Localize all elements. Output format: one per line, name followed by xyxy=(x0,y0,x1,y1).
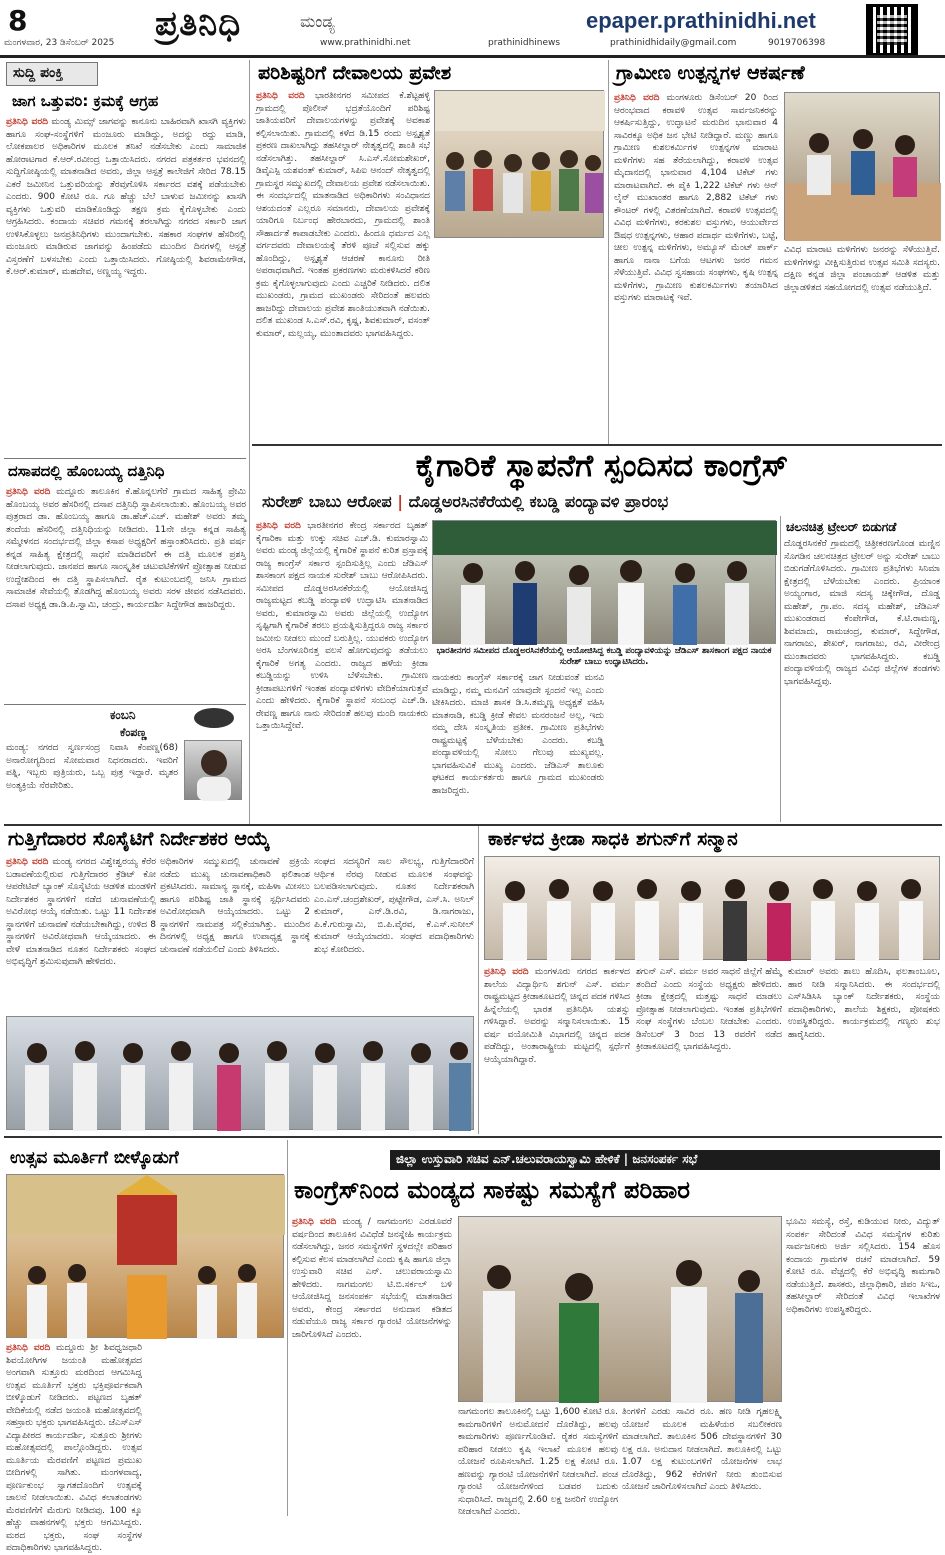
social-handle[interactable]: prathinidhinews xyxy=(488,38,561,48)
temple-headline: ಪರಿಶಿಷ್ಟರಿಗೆ ದೇವಾಲಯ ಪ್ರವೇಶ xyxy=(258,62,452,84)
janasampark-kicker: ಜಿಲ್ಲಾ ಉಸ್ತುವಾರಿ ಸಚಿವ ಎನ್.ಚಲುವರಾಯಸ್ವಾಮಿ ಹೇಳಿಕೆ | ಜನಸಂಪರ್ಕ ಸಭೆ xyxy=(390,1150,940,1170)
obituary-tag: ಕಂಬನಿ xyxy=(110,708,136,722)
masthead xyxy=(0,0,945,60)
society-headline: ಗುತ್ತಿಗೆದಾರರ ಸೊಸೈಟಿಗೆ ನಿರ್ದೇಶಕರ ಆಯ್ಕೆ xyxy=(8,828,270,850)
lead-sub-sep: | xyxy=(397,492,404,511)
suddi-headline: ಜಾಗ ಒತ್ತುವರಿ: ಕ್ರಮಕ್ಕೆ ಆಗ್ರಹ xyxy=(12,92,159,110)
rural-place: ಮಂಗಳೂರು xyxy=(666,93,703,103)
edition-name: ಮಂಡ್ಯ xyxy=(300,12,335,31)
lead-body-mid-cont xyxy=(608,672,776,818)
email-link[interactable]: prathinidhidaily@gmail.com xyxy=(610,38,737,48)
lead-photo-caption: ಭಾರತೀನಗರ ಸಮೀಪದ ದೊಡ್ಡಅರಸಿನಕೆರೆಯಲ್ಲಿ ಆಯೋಜಿಸಿದ್ದ ಕಬಡ್ಡಿ ಪಂದ್ಯಾವಳಿಯನ್ನು ಜೆಡಿಎಸ್ ಶಾಸಕಾಂಗ ಪಕ್ಷದ ನಾಯಕ ಸುರೇಶ್ ಬಾಬು ಉದ್ಘಾಟಿಸಿದರು. xyxy=(436,646,772,667)
utsava-place: ಮದ್ದೂರು xyxy=(55,1343,85,1353)
candle-icon xyxy=(194,708,234,728)
obituary-photo xyxy=(184,740,242,800)
society-photo xyxy=(6,1016,474,1130)
lead-subhead xyxy=(262,492,942,512)
trailer-body: ದೊಡ್ಡರಸಿನಕೆರೆ ಗ್ರಾಮದಲ್ಲಿ ಚಿತ್ರೀಕರಣಗೊಂಡ ಮಣ್ಣಿನ ಸೊಗಡಿನ ಚಲನಚಿತ್ರದ ಟ್ರೇಲರ್ ಅನ್ನು ಸುರೇಶ್ ಬಾಬು ಬಿಡುಗಡೆಗೊಳಿಸಿದರು. ಗ್ರಾಮೀಣ ಪ್ರತಿಭೆಗಳು ಸಿನಿಮಾ ಕ್ಷೇತ್ರದಲ್ಲಿ ಬೆಳೆಯಬೇಕು ಎಂದರು. ಪ್ರಿಯಾಂಕ ಅಯ್ಯಂಗಾರ, ಮಾಜಿ ಸದಸ್ಯ ಚಿಕ್ಕೇಗೌಡ, ದೊಡ್ಡ ಮಹೇಶ್, ಗ್ರಾ.ಪಂ. ಸದಸ್ಯ ಮಹೇಶ್, ಜೆಡಿಎಸ್ ಮುಖಂಡರಾದ ಕೆಂಪೇಗೌಡ, ಕೆ.ಟಿ.ರಾಮಣ್ಣ, ಶಿವಮಾದು, ರಾಮಚಂದ್ರ, ಕುಮಾರ್, ಸಿದ್ದೇಗೌಡ, ನಾಗರಾಜು, ಶೇಖರ್, ನಾಗರಾಜು, ರವಿ, ವೀರೇಂದ್ರ ಮುಂತಾದವರು ಭಾಗವಹಿಸಿದ್ದರು. ಕಬಡ್ಡಿ ಪಂದ್ಯಾವಳಿಯಲ್ಲಿ ರಾಜ್ಯದ ವಿವಿಧ ಜಿಲ್ಲೆಗಳ ತಂಡಗಳು ಭಾಗವಹಿಸಿದ್ದವು. xyxy=(784,539,940,687)
epaper-url[interactable]: epaper.prathinidhi.net xyxy=(586,8,816,33)
lead-place: ಭಾರತೀನಗರ xyxy=(307,521,344,531)
column-rule xyxy=(249,60,250,826)
janasampark-byline: ಪ್ರತಿನಿಧಿ ವರದಿ xyxy=(292,1217,337,1227)
section-tag-suddi: ಸುದ್ದಿ ಪಂಕ್ತಿ xyxy=(6,62,98,86)
utsava-body-cont xyxy=(146,1342,284,1514)
lead-text-left: ಕೇಂದ್ರ ಸರ್ಕಾರದ ಬೃಹತ್ ಕೈಗಾರಿಕಾ ಮತ್ತು ಉಕ್ಕು ಸಚಿವ ಎಚ್.ಡಿ. ಕುಮಾರಸ್ವಾಮಿ ಅವರು ಮಂಡ್ಯ ಜಿಲ್ಲೆಯಲ್ಲಿ ಕೈಗಾರಿಕೆ ಸ್ಥಾಪನೆ ಕುರಿತ ಪ್ರಸ್ತಾಪಕ್ಕೆ ರಾಜ್ಯ ಕಾಂಗ್ರೆಸ್ ಸರ್ಕಾರ ಸ್ಪಂದಿಸುತ್ತಿಲ್ಲ ಎಂದು ಜೆಡಿಎಸ್ ಶಾಸಕಾಂಗ ಪಕ್ಷದ ನಾಯಕ ಸುರೇಶ್ ಬಾಬು ಆರೋಪಿಸಿದರು. ಸಮೀಪದ ದೊಡ್ಡಅರಸಿನಕೆರೆಯಲ್ಲಿ ಆಯೋಜಿಸಿದ್ದ ರಾಜ್ಯಮಟ್ಟದ ಕಬಡ್ಡಿ ಪಂದ್ಯಾವಳಿ ಉದ್ಘಾಟಿಸಿ ಮಾತನಾಡಿದ ಅವರು, ಕುಮಾರಸ್ವಾಮಿ ಅವರು ಜಿಲ್ಲೆಯಲ್ಲಿ ಉದ್ಯೋಗ ಸೃಷ್ಟಿಗಾಗಿ ಕೈಗಾರಿಕೆ ತರಲು ಪ್ರಯತ್ನಿಸುತ್ತಿದ್ದರೂ ರಾಜ್ಯ ಸರ್ಕಾರ ಜಮೀನು ನೀಡಲು ಮುಂದೆ ಬರುತ್ತಿಲ್ಲ. ಯುವಕರು ಉದ್ಯೋಗ ಅರಸಿ ಬೆಂಗಳೂರಿನತ್ತ ವಲಸೆ ಹೋಗುವುದನ್ನು ತಡೆಯಲು ಕೈಗಾರಿಕೆ ಅಗತ್ಯ ಎಂದರು. ರಾಜ್ಯದ ಹಳೆಯ ಕ್ರೀಡಾ ಕಬಡ್ಡಿಯನ್ನು ಉಳಿಸಿ ಬೆಳೆಸಬೇಕು. ಗ್ರಾಮೀಣ ಕ್ರೀಡಾಪಟುಗಳಿಗೆ ಇಂತಹ ಪಂದ್ಯಾವಳಿಗಳು ವೇದಿಕೆಯಾಗುತ್ತವೆ ಎಂದು ಹೇಳಿದರು. ಕೈಗಾರಿಕೆ ಸ್ಥಾಪನೆ ಸಂಬಂಧ ಎಚ್.ಡಿ. ರೇವಣ್ಣ ಹಾಗೂ ನಾನು ಸೇರಿದಂತೆ ಹಲವು ಮಂದಿ ನಾಯಕರು ಒತ್ತಾಯಿಸಿದ್ದೇವೆ. xyxy=(256,521,428,731)
janasampark-photo xyxy=(458,1216,782,1402)
karkala-place: ಮಂಗಳೂರು xyxy=(534,967,571,977)
lead-body-mid: ನಾಯಕರು ಕಾಂಗ್ರೆಸ್ ಸರ್ಕಾರಕ್ಕೆ ಜಾಗ ನೀಡುವಂತೆ ಮನವಿ ಮಾಡಿದ್ದು, ನಮ್ಮ ಮನವಿಗೆ ಯಾವುದೇ ಸ್ಪಂದನೆ ಇಲ್ಲ ಎಂದು ಟೀಕಿಸಿದರು. ಮಾಜಿ ಶಾಸಕ ಡಿ.ಸಿ.ತಮ್ಮಣ್ಣ ಅಧ್ಯಕ್ಷತೆ ವಹಿಸಿ ಮಾತನಾಡಿ, ಕಬಡ್ಡಿ ಕ್ರೀಡೆ ಕೇವಲ ಮನರಂಜನೆ ಅಲ್ಲ, ಇದು ನಮ್ಮ ದೇಸಿ ಸಂಸ್ಕೃತಿಯ ಪ್ರತೀಕ. ಗ್ರಾಮೀಣ ಪ್ರತಿಭೆಗಳು ರಾಷ್ಟ್ರಮಟ್ಟಕ್ಕೆ ಬೆಳೆಯಬೇಕು ಎಂದರು. ಕಬಡ್ಡಿ ಪಂದ್ಯಾವಳಿಯಲ್ಲಿ ಸೋಲು ಗೆಲುವು ಮುಖ್ಯವಲ್ಲ. ಭಾಗವಹಿಸುವಿಕೆ ಮುಖ್ಯ ಎಂದರು. ಜೆಡಿಎಸ್ ತಾಲೂಕು ಘಟಕದ ಕಾರ್ಯಕರ್ತರು ಹಾಗೂ ಗ್ರಾಮದ ಮುಖಂಡರು ಹಾಜರಿದ್ದರು. xyxy=(432,673,604,796)
janasampark-body-3: ತಿಂಗಳಿಗೆ ಎರಡು ಸಾವಿರ ರೂ. ಹಣ ನೀಡಿ ಗೃಹಲಕ್ಷ್ಮಿ ಯೋಜನೆ ಮೂಲಕ ಮಹಿಳೆಯರ ಸಬಲೀಕರಣ ಮಾಡಲಾಗಿದೆ. ತಾಲೂಕಿನ 506 ದೇವಸ್ಥಾನಗಳಿಗೆ 30 ಲಕ್ಷ ರೂ. ಅನುದಾನ ನೀಡಲಾಗಿದೆ. ತಾಲೂಕಿನಲ್ಲಿ ಒಟ್ಟು 1.07 ಲಕ್ಷ ಕುಟುಂಬಗಳಿಗೆ ಯೋಜನೆಗಳ ಲಾಭ ದೊರೆತಿದ್ದು, 962 ಕೆರೆಗಳಿಗೆ ನೀರು ತುಂಬಿಸುವ ಯೋಜನೆ ಜಾರಿಗೊಳಿಸಲಾಗಿದೆ ಎಂದು ತಿಳಿಸಿದರು. xyxy=(622,1407,782,1492)
masthead-rule xyxy=(0,55,945,58)
janasampark-body-2: ನಾಗಮಂಗಲ ತಾಲೂಕಿನಲ್ಲಿ ಒಟ್ಟು 1,600 ಕೋಟಿ ರೂ. ಕಾಮಗಾರಿಗಳಿಗೆ ಅನುಮೋದನೆ ದೊರೆತಿದ್ದು, ಹಲವು ಕಾಮಗಾರಿಗಳು ಪೂರ್ಣಗೊಂಡಿವೆ. ರೈತರ ಸಮಸ್ಯೆಗಳಿಗೆ ಪರಿಹಾರ ನೀಡಲು ಕೃಷಿ ಇಲಾಖೆ ಮೂಲಕ ಹಲವು ಯೋಜನೆ ರೂಪಿಸಲಾಗಿದೆ. 1.25 ಲಕ್ಷ ಕೋಟಿ ರೂ. ಹಣವನ್ನು ಗ್ಯಾರಂಟಿ ಯೋಜನೆಗಳಿಗೆ ನೀಡಲಾಗಿದೆ. ಪಂಚ ಗ್ಯಾರಂಟಿ ಯೋಜನೆಗಳಿಂದ ಬಡವರ ಬದುಕು ಸುಧಾರಿಸಿದೆ. ರಾಜ್ಯದಲ್ಲಿ 2.60 ಲಕ್ಷ ಜನರಿಗೆ ಉದ್ಯೋಗ ನೀಡಲಾಗಿದೆ ಎಂದರು. xyxy=(458,1407,618,1517)
society-body-2: ಅಧಿಕಾರಿಗಳ ಸಮ್ಮುಖದಲ್ಲಿ ಚುನಾವಣೆ ಪ್ರಕ್ರಿಯೆ ನಡೆದು ಮುಖ್ಯ ಚುನಾವಣಾಧಿಕಾರಿ ಫಲಿತಾಂಶ ಪ್ರಕಟಿಸಿದರು. ಸಾಮಾನ್ಯ ಸ್ಥಾನಕ್ಕೆ, ಮಹಿಳಾ ಮೀಸಲು ಹಾಗೂ ಪರಿಶಿಷ್ಟ ಜಾತಿ ಸ್ಥಾನಕ್ಕೆ ಸ್ಪರ್ಧಿಸಿದವರು ಅವಿರೋಧವಾಗಿ ಆಯ್ಕೆಯಾದರು. ಒಟ್ಟು 2 ಸ್ಥಾನಗಳಿಗೆ ನಾಮಪತ್ರ ಸಲ್ಲಿಕೆಯಾಗಿತ್ತು. ಮುಂದಿನ ದಿನಗಳಲ್ಲಿ ಅಧ್ಯಕ್ಷ ಹಾಗೂ ಉಪಾಧ್ಯಕ್ಷ ಸ್ಥಾನಕ್ಕೆ ಚುನಾವಣೆ ನಡೆಯಲಿದೆ ಎಂದು ತಿಳಿಸಿದರು. xyxy=(160,857,310,955)
utsava-body xyxy=(6,1342,142,1553)
issue-date: ಮಂಗಳವಾರ, 23 ಡಿಸೆಂಬರ್ 2025 xyxy=(4,38,115,48)
page-number: 8 xyxy=(8,4,28,37)
temple-body xyxy=(256,90,430,339)
suddi-body xyxy=(6,116,246,454)
dasapadalli-byline: ಪ್ರತಿನಿಧಿ ವರದಿ xyxy=(6,487,51,497)
lead-sub-left: ಸುರೇಶ್ ಬಾಬು ಆರೋಪ xyxy=(262,492,392,511)
dasapadalli-text: ತಾಲೂಕಿನ ಕೆ.ಹೊನ್ನಲಗೆರೆ ಗ್ರಾಮದ ಸಾಹಿತ್ಯ ಪ್ರೇಮಿ ಹೊಂಬಯ್ಯ ಅವರ ಹೆಸರಿನಲ್ಲಿ ದಸಾಪ ದತ್ತಿನಿಧಿ ಸ್ಥಾಪಿಸಲಾಯಿತು. ಹೊಂಬಯ್ಯ ಅವರ ಪುತ್ರರಾದ ಡಾ. ಹೊಂಬಯ್ಯ ಹಾಗೂ ಡಾ.ಹೆಚ್.ಎಚ್. ಮಹೇಶ್ ಅವರು ತಮ್ಮ ತಂದೆಯ ಹೆಸರಿನಲ್ಲಿ ದತ್ತಿನಿಧಿಯನ್ನು ನೀಡಿದರು. 11ನೇ ಜಿಲ್ಲಾ ಕನ್ನಡ ಸಾಹಿತ್ಯ ಸಮ್ಮೇಳನದ ಸಂದರ್ಭದಲ್ಲಿ ಜಿಲ್ಲಾ ಕಸಾಪ ಅಧ್ಯಕ್ಷರಿಗೆ ಹಸ್ತಾಂತರಿಸಿದರು. ಪ್ರತಿ ವರ್ಷ ಕನ್ನಡ ಸಾಹಿತ್ಯ ಕ್ಷೇತ್ರದಲ್ಲಿ ಸಾಧನೆ ಮಾಡಿದವರಿಗೆ ಈ ದತ್ತಿ ಮೂಲಕ ಪ್ರಶಸ್ತಿ ನೀಡಲಾಗುವುದು. ಜಾನಪದ ಹಾಗೂ ಸಾಂಸ್ಕೃತಿಕ ಚಟುವಟಿಕೆಗಳಿಗೆ ಪ್ರೋತ್ಸಾಹ ನೀಡುವ ಉದ್ದೇಶದಿಂದ ಈ ದತ್ತಿ ಸ್ಥಾಪಿಸಲಾಗಿದೆ. ರೈತ ಕುಟುಂಬದಲ್ಲಿ ಜನಿಸಿ ಗ್ರಾಮದ ಸಾಮಾಜಿಕ ಸೇವೆಯಲ್ಲಿ ತೊಡಗಿದ್ದ ಹೊಂಬಯ್ಯ ಅವರು ಸರಳ ಜೀವನ ನಡೆಸಿದವರು. ದಸಾಪ ಅಧ್ಯಕ್ಷ ಡಾ.ಡಿ.ಪಿ.ಸ್ವಾಮಿ, ಚಂದ್ರು, ಕಾರ್ಯದರ್ಶಿ ಸಿದ್ದೇಗೌಡ ಹಾಜರಿದ್ದರು. xyxy=(6,487,246,610)
website-link[interactable]: www.prathinidhi.net xyxy=(320,38,411,48)
karkala-body-3: ಕುಮಾರ್ ಅವರು ಶಾಲು ಹೊದಿಸಿ, ಫಲತಾಂಬೂಲ, ಹಾರ ನೀಡಿ ಸನ್ಮಾನಿಸಿದರು. ಈ ಸಂದರ್ಭದಲ್ಲಿ ಎಸ್‌ಸಿಡಿಸಿಸಿ ಬ್ಯಾಂಕ್ ನಿರ್ದೇಶಕರು, ಸಂಸ್ಥೆಯ ಪದಾಧಿಕಾರಿಗಳು, ಶಾಲೆಯ ಶಿಕ್ಷಕರು, ಪೋಷಕರು ಉಪಸ್ಥಿತರಿದ್ದರು. ಕಾರ್ಯಕ್ರಮದಲ್ಲಿ ಗಣ್ಯರು ಶುಭ ಹಾರೈಸಿದರು. xyxy=(788,967,940,1040)
suddi-text: ಮಿಮ್ಸ್ ಜಾಗವನ್ನು ಕಾನೂನು ಬಾಹಿರವಾಗಿ ಖಾಸಗಿ ವ್ಯಕ್ತಿಗಳು ಹಾಗೂ ಸಂಘ-ಸಂಸ್ಥೆಗಳಿಗೆ ಮಂಜೂರು ಮಾಡಿದ್ದು, ಅದನ್ನು ರದ್ದು ಮಾಡಿ, ಲೋಕಪಾಲರ ಅಧಿಕಾರಿಗಳ ಮೂಲಕ ತನಿಖೆ ನಡೆಸಬೇಕು ಎಂದು ಸಾಮಾಜಿಕ ಹೋರಾಟಗಾರ ಕೆ.ಆರ್.ರವೀಂದ್ರ ಒತ್ತಾಯಿಸಿದರು. ನಗರದ ಪತ್ರಕರ್ತರ ಭವನದಲ್ಲಿ ಸುದ್ದಿಗೋಷ್ಠಿಯಲ್ಲಿ ಮಾತನಾಡಿದ ಅವರು, ಜಿಲ್ಲಾ ಆಸ್ಪತ್ರೆ ಕಾಲೇಜಿಗೆ ಸೇರಿದ 78.15 ಎಕರೆ ಜಮೀನಿನ ಒತ್ತುವರಿಯನ್ನು ತೆರವುಗೊಳಿಸಿ ಸರ್ಕಾರದ ವಶಕ್ಕೆ ಪಡೆಯಬೇಕು ಎಂದರು. 900 ಕೋಟಿ ರೂ. ಗೂ ಹೆಚ್ಚು ಬೆಲೆ ಬಾಳುವ ಜಮೀನನ್ನು ಖಾಸಗಿ ವ್ಯಕ್ತಿಗಳು ಒತ್ತುವರಿ ಮಾಡಿಕೊಂಡಿದ್ದು ತಕ್ಷಣ ಕ್ರಮ ಕೈಗೊಳ್ಳಬೇಕು ಎಂದು ಆಗ್ರಹಿಸಿದರು. ಕಂದಾಯ ಸಚಿವರ ಗಮನಕ್ಕೆ ತರಲಾಗಿದ್ದು ನಗರದ ಸರ್ಕಾರಿ ಜಾಗ ಉಳಿಸಿಕೊಳ್ಳಲು ಜನಪ್ರತಿನಿಧಿಗಳು ಮುಂದಾಗಬೇಕು. ಸಹಕಾರ ಸಂಘಗಳ ಹೆಸರಿನಲ್ಲಿ ಮಂಜೂರು ಮಾಡಿರುವ ಜಾಗವನ್ನು ಹಿಂಪಡೆದು ಮುಂದಿನ ದಿನಗಳಲ್ಲಿ ಆಸ್ಪತ್ರೆ ವಿಸ್ತರಣೆಗೆ ಬಳಸಬೇಕು ಎಂದು ಒತ್ತಾಯಿಸಿದರು. ಗೋಷ್ಠಿಯಲ್ಲಿ ಶಿವರಾಮೇಗೌಡ, ಕೆ.ಆರ್.ಕುಮಾರ್, ಮಹದೇವ, ಅಣ್ಣಯ್ಯ ಇದ್ದರು. xyxy=(6,117,246,277)
utsava-photo xyxy=(6,1174,284,1338)
dasapadalli-headline: ದಸಾಪದಲ್ಲಿ ಹೊಂಬಯ್ಯ ದತ್ತಿನಿಧಿ xyxy=(8,462,165,480)
society-body-1 xyxy=(6,856,156,1012)
divider xyxy=(4,704,246,705)
society-body-3: ಸಂಘದ ಸದಸ್ಯರಿಗೆ ಸಾಲ ಸೌಲಭ್ಯ, ಗುತ್ತಿಗೆದಾರರಿಗೆ ಆರ್ಥಿಕ ನೆರವು ನೀಡುವ ಮೂಲಕ ಸಂಘವನ್ನು ಬಲಪಡಿಸಲಾಗುವುದು. ನೂತನ ನಿರ್ದೇಶಕರಾಗಿ ಎಂ.ಎನ್.ಚಂದ್ರಶೇಖರ್, ಪುಟ್ಟೇಗೌಡ, ಎಸ್.ಸಿ. ಅನಿಲ್ ಕುಮಾರ್, ಎನ್.ಡಿ.ರವಿ, ಡಿ.ನಾಗರಾಜು, ಪಿ.ಕೆ.ಗುರುಸ್ವಾಮಿ, ಬಿ.ಪಿ.ವೈರವ, ಕೆ.ಎಸ್.ಸುನೀಲ್ ಕುಮಾರ್ ಆಯ್ಕೆಯಾದರು. ಸಂಘದ ಪದಾಧಿಕಾರಿಗಳು ಶುಭ ಕೋರಿದರು. xyxy=(314,857,474,955)
karkala-body-1 xyxy=(484,966,630,1126)
society-text-1: ನಗರದ ವಿಶ್ವೇಶ್ವರಯ್ಯ ಕೆರೆರ ಬಡಾವಣೆಯಲ್ಲಿರುವ ಗುತ್ತಿಗೆದಾರರ ಕ್ರೆಡಿಟ್ ಕೋ ಆಪರೇಟಿವ್ ಬ್ಯಾಂಕ್ ಸೊಸೈಟಿಯ ಆಡಳಿತ ಮಂಡಳಿಗೆ ನಿರ್ದೇಶಕರ ಸ್ಥಾನಗಳಿಗೆ ನಡೆದ ಚುನಾವಣೆಯಲ್ಲಿ ಅವಿರೋಧ ಆಯ್ಕೆ ನಡೆಯಿತು. ಒಟ್ಟು 11 ನಿರ್ದೇಶಕ ಸ್ಥಾನಗಳಿಗೆ ಚುನಾವಣೆ ನಡೆಯಬೇಕಾಗಿದ್ದು, ಉಳಿದ 8 ಸ್ಥಾನಗಳಿಗೆ ಅವಿರೋಧವಾಗಿ ಆಯ್ಕೆಯಾದರು. ಈ ವೇಳೆ ಮಾತನಾಡಿದ ನೂತನ ನಿರ್ದೇಶಕರು ಸಂಘದ ಅಭಿವೃದ್ಧಿಗೆ ಶ್ರಮಿಸುವುದಾಗಿ ಹೇಳಿದರು. xyxy=(6,857,156,967)
lead-sub-right: ದೊಡ್ಡಅರಸಿನಕೆರೆಯಲ್ಲಿ ಕಬಡ್ಡಿ ಪಂದ್ಯಾವಳಿ ಪ್ರಾರಂಭ xyxy=(408,492,669,511)
janasampark-body-4: ಭೂಮಿ ಸಮಸ್ಯೆ, ರಸ್ತೆ, ಕುಡಿಯುವ ನೀರು, ವಿದ್ಯುತ್ ಸಂಪರ್ಕ ಸೇರಿದಂತೆ ವಿವಿಧ ಸಮಸ್ಯೆಗಳ ಕುರಿತು ಸಾರ್ವಜನಿಕರು ಅರ್ಜಿ ಸಲ್ಲಿಸಿದರು. 154 ಹೊಸ ಕಂದಾಯ ಗ್ರಾಮಗಳ ರಚನೆ ಮಾಡಲಾಗಿದೆ. 59 ಕೋಟಿ ರೂ. ವೆಚ್ಚದಲ್ಲಿ ಕೆರೆ ಅಭಿವೃದ್ಧಿ ಕಾಮಗಾರಿ ನಡೆಯುತ್ತಿದೆ. ಶಾಸಕರು, ಜಿಲ್ಲಾಧಿಕಾರಿ, ಜಿಪಂ ಸಿಇಒ, ತಹಸೀಲ್ದಾರ್ ಸೇರಿದಂತೆ ವಿವಿಧ ಇಲಾಖೆಗಳ ಅಧಿಕಾರಿಗಳು ಉಪಸ್ಥಿತರಿದ್ದರು. xyxy=(786,1217,940,1315)
rural-body xyxy=(614,92,778,438)
utsava-byline: ಪ್ರತಿನಿಧಿ ವರದಿ xyxy=(6,1343,51,1353)
rural-byline: ಪ್ರತಿನಿಧಿ ವರದಿ xyxy=(614,93,660,103)
dasapadalli-place: ಮದ್ದೂರು xyxy=(56,487,85,497)
karkala-headline: ಕಾರ್ಕಳದ ಕ್ರೀಡಾ ಸಾಧಕಿ ಶಗುನ್‌ಗೆ ಸನ್ಮಾನ xyxy=(488,828,738,850)
paper-name: ಪ್ರತಿನಿಧಿ xyxy=(155,4,242,44)
phone-number: 9019706398 xyxy=(768,38,826,48)
karkala-body-2: ಶಗುನ್ ಎಸ್. ವರ್ಮ ಅವರ ಸಾಧನೆ ಜಿಲ್ಲೆಗೆ ಹೆಮ್ಮೆ ತಂದಿದೆ ಎಂದು ಸಂಸ್ಥೆಯ ಅಧ್ಯಕ್ಷರು ಹೇಳಿದರು. ಕ್ರೀಡಾ ಕ್ಷೇತ್ರದಲ್ಲಿ ಮತ್ತಷ್ಟು ಸಾಧನೆ ಮಾಡಲು ಪ್ರೋತ್ಸಾಹ ನೀಡಲಾಗುವುದು. ಇಂತಹ ಪ್ರತಿಭೆಗಳಿಗೆ ಸಂಘ ಸಂಸ್ಥೆಗಳು ಬೆಂಬಲ ನೀಡಬೇಕು ಎಂದರು. ಡಿಸೆಂಬರ್ 3 ರಿಂದ 13 ರವರೆಗೆ ನಡೆದ ಕ್ರೀಡಾಕೂಟದಲ್ಲಿ ಭಾಗವಹಿಸಿದ್ದರು. xyxy=(636,967,782,1052)
lead-photo xyxy=(432,520,776,644)
suddi-place: ಮಂಡ್ಯ xyxy=(51,117,71,127)
column-rule xyxy=(780,516,781,822)
utsava-headline: ಉತ್ಸವ ಮೂರ್ತಿಗೆ ಬೀಳ್ಕೊಡುಗೆ xyxy=(10,1148,179,1168)
utsava-text: ಶ್ರೀ ಶಿವಧ್ವಜಧಾರಿ ಶಿವಯೋಗಿಗಳ ಜಯಂತಿ ಮಹೋತ್ಸವದ ಅಂಗವಾಗಿ ಸುತ್ತೂರು ಮಠದಿಂದ ಆಗಮಿಸಿದ್ದ ಉತ್ಸವ ಮೂರ್ತಿಗೆ ಭಕ್ತರು ಭಕ್ತಿಪೂರ್ವಕವಾಗಿ ಬೀಳ್ಕೊಡುಗೆ ನೀಡಿದರು. ಪಟ್ಟಣದ ಬೃಹತ್ ವೇದಿಕೆಯಲ್ಲಿ ನಡೆದ ಜಯಂತಿ ಮಹೋತ್ಸವದಲ್ಲಿ ಸಹಸ್ರಾರು ಭಕ್ತರು ಭಾಗವಹಿಸಿದ್ದರು. ಜೆಎಸ್ಎಸ್ ವಿದ್ಯಾಪೀಠದ ಕಾರ್ಯದರ್ಶಿ, ಸುತ್ತೂರು ಶ್ರೀಗಳು ಮಹೋತ್ಸವದಲ್ಲಿ ಪಾಲ್ಗೊಂಡಿದ್ದರು. ಉತ್ಸವ ಮೂರ್ತಿಯ ಮೆರವಣಿಗೆ ಪಟ್ಟಣದ ಪ್ರಮುಖ ಬೀದಿಗಳಲ್ಲಿ ಸಾಗಿತು. ಮಂಗಳವಾದ್ಯ, ಪೂರ್ಣಕುಂಭ ಸ್ವಾಗತದೊಂದಿಗೆ ಉತ್ಸವಕ್ಕೆ ಚಾಲನೆ ನೀಡಲಾಯಿತು. ವಿವಿಧ ಕಲಾತಂಡಗಳು ಮೆರವಣಿಗೆಗೆ ಮೆರುಗು ನೀಡಿದವು. 100 ಕ್ಕೂ ಹೆಚ್ಚು ವಾಹನಗಳಲ್ಲಿ ಭಕ್ತರು ಆಗಮಿಸಿದ್ದರು. ಮಠದ ಭಕ್ತರು, ಸಂಘ ಸಂಸ್ಥೆಗಳ ಪದಾಧಿಕಾರಿಗಳು ಭಾಗವಹಿಸಿದ್ದರು. xyxy=(6,1343,142,1553)
janasampark-headline: ಕಾಂಗ್ರೆಸ್‌ನಿಂದ ಮಂಡ್ಯದ ಸಾಕಷ್ಟು ಸಮಸ್ಯೆಗೆ ಪರಿಹಾರ xyxy=(294,1176,690,1204)
temple-photo xyxy=(434,90,604,238)
karkala-byline: ಪ್ರತಿನಿಧಿ ವರದಿ xyxy=(484,967,529,977)
divider xyxy=(4,1136,942,1138)
trailer-headline: ಚಲನಚಿತ್ರ ಟ್ರೇಲರ್ ಬಿಡುಗಡೆ xyxy=(786,520,897,534)
janasampark-place: ಮಂಡ್ಯ / ನಾಗಮಂಗಲ xyxy=(342,1217,414,1227)
society-place: ಮಂಡ್ಯ xyxy=(52,857,72,867)
karkala-text-1: ನಗರದ ಕಾರ್ಕಳದ ಶಾಲೆಯ ವಿದ್ಯಾರ್ಥಿನಿ ಶಗುನ್ ಎಸ್. ವರ್ಮ ರಾಷ್ಟ್ರಮಟ್ಟದ ಕ್ರೀಡಾಕೂಟದಲ್ಲಿ ಚಿನ್ನದ ಪದಕ ಗಳಿಸಿದ ಹಿನ್ನೆಲೆಯಲ್ಲಿ ಭಾರತ ಪ್ರತಿನಿಧಿಸಿ ಯಶಸ್ಸು ಗಳಿಸಿದ್ದಾರೆ. ಅವರನ್ನು ಸನ್ಮಾನಿಸಲಾಯಿತು. 15 ವರ್ಷ ವಯೋಮಿತಿ ವಿಭಾಗದಲ್ಲಿ ಚಿನ್ನದ ಪದಕ ಪಡೆದಿದ್ದು, ಅಂತಾರಾಷ್ಟ್ರೀಯ ಮಟ್ಟದಲ್ಲಿ ಸ್ಪರ್ಧೆಗೆ ಆಯ್ಕೆಯಾಗಿದ್ದಾರೆ. xyxy=(484,967,630,1065)
lead-body-left xyxy=(256,520,428,818)
divider xyxy=(252,444,942,446)
rural-caption: ವಿವಿಧ ಮಾರಾಟ ಮಳಿಗೆಗಳು ಜನರನ್ನು ಸೆಳೆಯುತ್ತಿವೆ. ಮಳಿಗೆಗಳನ್ನು ವೀಕ್ಷಿಸುತ್ತಿರುವ ಉತ್ಸವ ಸಮಿತಿ ಸದಸ್ಯರು. ದಕ್ಷಿಣ ಕನ್ನಡ ಜಿಲ್ಲಾ ಪಂಚಾಯತ್ ಆಡಳಿತ ಮತ್ತು ಜಿಲ್ಲಾಡಳಿತದ ಸಹಯೋಗದಲ್ಲಿ ಉತ್ಸವ ನಡೆಯುತ್ತಿದೆ. xyxy=(784,245,940,293)
lead-byline: ಪ್ರತಿನಿಧಿ ವರದಿ xyxy=(256,521,301,531)
obituary-name: ಕೆಂಪಣ್ಣ xyxy=(120,726,147,739)
temple-byline: ಪ್ರತಿನಿಧಿ ವರದಿ xyxy=(256,91,305,101)
divider xyxy=(4,458,246,459)
qr-code-icon xyxy=(866,4,918,56)
dasapadalli-body xyxy=(6,486,246,702)
lead-headline: ಕೈಗಾರಿಕೆ ಸ್ಥಾಪನೆಗೆ ಸ್ಪಂದಿಸದ ಕಾಂಗ್ರೆಸ್ xyxy=(415,448,789,484)
temple-place: ಭಾರತೀನಗರ xyxy=(314,91,352,101)
rural-photo xyxy=(784,92,940,240)
suddi-byline: ಪ್ರತಿನಿಧಿ ವರದಿ xyxy=(6,117,48,127)
temple-text: ಸಮೀಪದ ಕೆ.ಶೆಟ್ಟಹಳ್ಳಿ ಗ್ರಾಮದಲ್ಲಿ ಪೊಲೀಸ್ ಭದ್ರತೆಯೊಂದಿಗೆ ಪರಿಶಿಷ್ಟ ಜಾತಿಯವರಿಗೆ ದೇವಾಲಯಗಳನ್ನು ಪ್ರವೇಶಕ್ಕೆ ಅವಕಾಶ ಕಲ್ಪಿಸಲಾಯಿತು. ಗ್ರಾಮದಲ್ಲಿ ಕಳೆದ ಡಿ.15 ರಂದು ಅಸ್ಪೃಶ್ಯತೆ ಪ್ರಕರಣ ದಾಖಲಾಗಿದ್ದು ತಹಸೀಲ್ದಾರ್ ನೇತೃತ್ವದಲ್ಲಿ ಶಾಂತಿ ಸಭೆ ನಡೆಸಲಾಗಿತ್ತು. ತಹಸೀಲ್ದಾರ್ ಸಿ.ಎಸ್.ಸೋಮಶೇಖರ್, ಡಿವೈಎಸ್ಪಿ ಯಶವಂತ್ ಕುಮಾರ್, ಸಿಪಿಐ ಆನಂದ್ ನೇತೃತ್ವದಲ್ಲಿ ಗ್ರಾಮಸ್ಥರ ಸಮ್ಮುಖದಲ್ಲಿ ದೇವಾಲಯ ಪ್ರವೇಶ ನಡೆಸಲಾಯಿತು. ಈ ಸಂದರ್ಭದಲ್ಲಿ ಮಾತನಾಡಿದ ಅಧಿಕಾರಿಗಳು ಸಂವಿಧಾನದ ಆಶಯದಂತೆ ಎಲ್ಲರೂ ಸಮಾನರು, ದೇವಾಲಯ ಪ್ರವೇಶಕ್ಕೆ ಯಾರಿಗೂ ನಿರ್ಬಂಧ ಹೇರಬಾರದು, ಗ್ರಾಮದಲ್ಲಿ ಶಾಂತಿ ಸೌಹಾರ್ದತೆ ಕಾಪಾಡಬೇಕು ಎಂದರು. ಹಿಂದೂ ಧರ್ಮದ ಎಲ್ಲ ವರ್ಗದವರು ದೇವಾಲಯಕ್ಕೆ ತೆರಳಿ ಪೂಜೆ ಸಲ್ಲಿಸುವ ಹಕ್ಕು ಹೊಂದಿದ್ದು, ಅಸ್ಪೃಶ್ಯತೆ ಆಚರಣೆ ಕಾನೂನು ರೀತಿ ಅಪರಾಧವಾಗಿದೆ. ಇಂತಹ ಪ್ರಕರಣಗಳು ಮರುಕಳಿಸಿದರೆ ಕಠಿಣ ಕ್ರಮ ಕೈಗೊಳ್ಳಲಾಗುವುದು ಎಂದು ಎಚ್ಚರಿಕೆ ನೀಡಿದರು. ದಲಿತ ಮುಖಂಡರು, ಗ್ರಾಮದ ಮುಖಂಡರು ಸೇರಿದಂತೆ ಹಲವರು ಹಾಜರಿದ್ದು ದೇವಾಲಯ ಪ್ರವೇಶ ಶಾಂತಿಯುತವಾಗಿ ನಡೆಯಿತು. ದಲಿತ ಮುಖಂಡ ಸಿ.ಎಸ್.ರವಿ, ಕೃಷ್ಣ, ಶಿವಕುಮಾರ್, ವಸಂತ್ ಕುಮಾರ್, ಮಲ್ಲಯ್ಯ, ಮುಂತಾದವರು ಭಾಗವಹಿಸಿದ್ದರು. xyxy=(256,91,430,339)
janasampark-body-1 xyxy=(292,1216,452,1514)
temple-body-cont xyxy=(434,242,604,328)
society-byline: ಪ್ರತಿನಿಧಿ ವರದಿ xyxy=(6,857,49,867)
rural-headline: ಗ್ರಾಮೀಣ ಉತ್ಪನ್ನಗಳ ಆಕರ್ಷಣೆ xyxy=(616,62,805,84)
column-rule xyxy=(478,826,479,1134)
karkala-photo xyxy=(484,856,940,960)
date-strip xyxy=(0,38,860,52)
column-rule xyxy=(608,60,609,444)
rural-text: ಡಿಸೆಂಬರ್ 20 ರಿಂದ ಆರಂಭವಾದ ಕರಾವಳಿ ಉತ್ಸವ ಸಾರ್ವಜನಿಕರನ್ನು ಆಕರ್ಷಿಸುತ್ತಿದ್ದು, ಉದ್ಘಾಟನೆ ಮರುದಿನ ಭಾನುವಾರ 4 ಸಾವಿರಕ್ಕೂ ಅಧಿಕ ಜನ ಭೇಟಿ ನೀಡಿದ್ದಾರೆ. ಮಣ್ಣು ಹಾಗೂ ಗ್ರಾಮೀಣ ಕುಶಲಕರ್ಮಿಗಳ ಉತ್ಪನ್ನಗಳ ಮಾರಾಟ ಮಳಿಗೆಗಳು ಸಹ ತೆರೆಯಲಾಗಿದ್ದು, ಕರಾವಳಿ ಉತ್ಸವ ಮೈದಾನದಲ್ಲಿ ಭಾನುವಾರ 4,104 ಟಿಕೆಟ್ ಗಳು ಮಾರಾಟವಾಗಿದೆ. ಈ ಪೈಕಿ 1,222 ಟಿಕೆಟ್ ಗಳು ಆನ್ ಲೈನ್ ಮುಖಾಂತರ ಹಾಗೂ 2,882 ಟಿಕೆಟ್ ಗಳು ಕೌಂಟರ್ ಗಳಲ್ಲಿ ವಿತರಣೆಯಾಗಿದೆ. ಕರಾವಳಿ ಉತ್ಸವದಲ್ಲಿ ವಿವಿಧ ಮಳಿಗೆಗಳು, ಕರಕುಶಲ ವಸ್ತುಗಳು, ಆಯುರ್ವೇದ ಔಷಧ ಉತ್ಪನ್ನಗಳು, ಆಹಾರ ಪದಾರ್ಥ ಮಳಿಗೆಗಳು, ಬಟ್ಟೆ, ಚೀಲ ಉತ್ಪನ್ನ ಮಳಿಗೆಗಳು, ಅಮ್ಯೂಸ್ ಮೆಂಟ್ ಪಾರ್ಕ್ ಹಾಗೂ ನಾನಾ ಬಗೆಯ ಆಟಗಳು ಜನರ ಗಮನ ಸೆಳೆಯುತ್ತಿವೆ. ವಿವಿಧ ಸ್ವಸಹಾಯ ಸಂಘಗಳು, ಕೃಷಿ ಉತ್ಪನ್ನ ಮಳಿಗೆಗಳು, ಗ್ರಾಮೀಣ ಕುಶಲಕರ್ಮಿಗಳು ತಯಾರಿಸಿದ ವಸ್ತುಗಳು ಮಾರಾಟಕ್ಕೆ ಇವೆ. xyxy=(614,93,778,303)
janasampark-text-1: ಎರಡೂವರೆ ವರ್ಷದಿಂದ ತಾಲೂಕಿನ ವಿವಿಧೆಡೆ ಜನಸ್ನೇಹಿ ಕಾರ್ಯಕ್ರಮ ನಡೆಸಲಾಗಿದ್ದು, ಜನರ ಸಮಸ್ಯೆಗಳಿಗೆ ಸ್ಥಳದಲ್ಲೇ ಪರಿಹಾರ ಕಲ್ಪಿಸುವ ಕೆಲಸ ಮಾಡಲಾಗಿದೆ ಎಂದು ಕೃಷಿ ಹಾಗೂ ಜಿಲ್ಲಾ ಉಸ್ತುವಾರಿ ಸಚಿವ ಎನ್. ಚಲುವರಾಯಸ್ವಾಮಿ ಹೇಳಿದರು. ನಾಗಮಂಗಲ ಟಿ.ಬಿ.ಸರ್ಕಲ್ ಬಳಿ ಆಯೋಜಿಸಿದ್ದ ಜನಸಂಪರ್ಕ ಸಭೆಯಲ್ಲಿ ಮಾತನಾಡಿದ ಅವರು, ಕೇಂದ್ರ ಸರ್ಕಾರದ ಅನುದಾನ ಕಡಿತದ ನಡುವೆಯೂ ರಾಜ್ಯ ಸರ್ಕಾರ ಗ್ಯಾರಂಟಿ ಯೋಜನೆಗಳನ್ನು ಜಾರಿಗೊಳಿಸಿದೆ ಎಂದರು. xyxy=(292,1217,452,1340)
obituary-body: ಮಂಡ್ಯ: ನಗರದ ಸ್ವರ್ಣಸಂದ್ರ ನಿವಾಸಿ ಕೆಂಪಣ್ಣ(68) ಅನಾರೋಗ್ಯದಿಂದ ಸೋಮವಾರ ನಿಧನರಾದರು. ಇವರಿಗೆ ಪತ್ನಿ, ಇಬ್ಬರು ಪುತ್ರಿಯರು, ಒಬ್ಬ ಪುತ್ರ ಇದ್ದಾರೆ. ಮೃತರ ಅಂತ್ಯಕ್ರಿಯೆ ನೆರವೇರಿತು. xyxy=(6,743,178,791)
column-rule xyxy=(287,1140,288,1516)
divider xyxy=(4,824,942,826)
